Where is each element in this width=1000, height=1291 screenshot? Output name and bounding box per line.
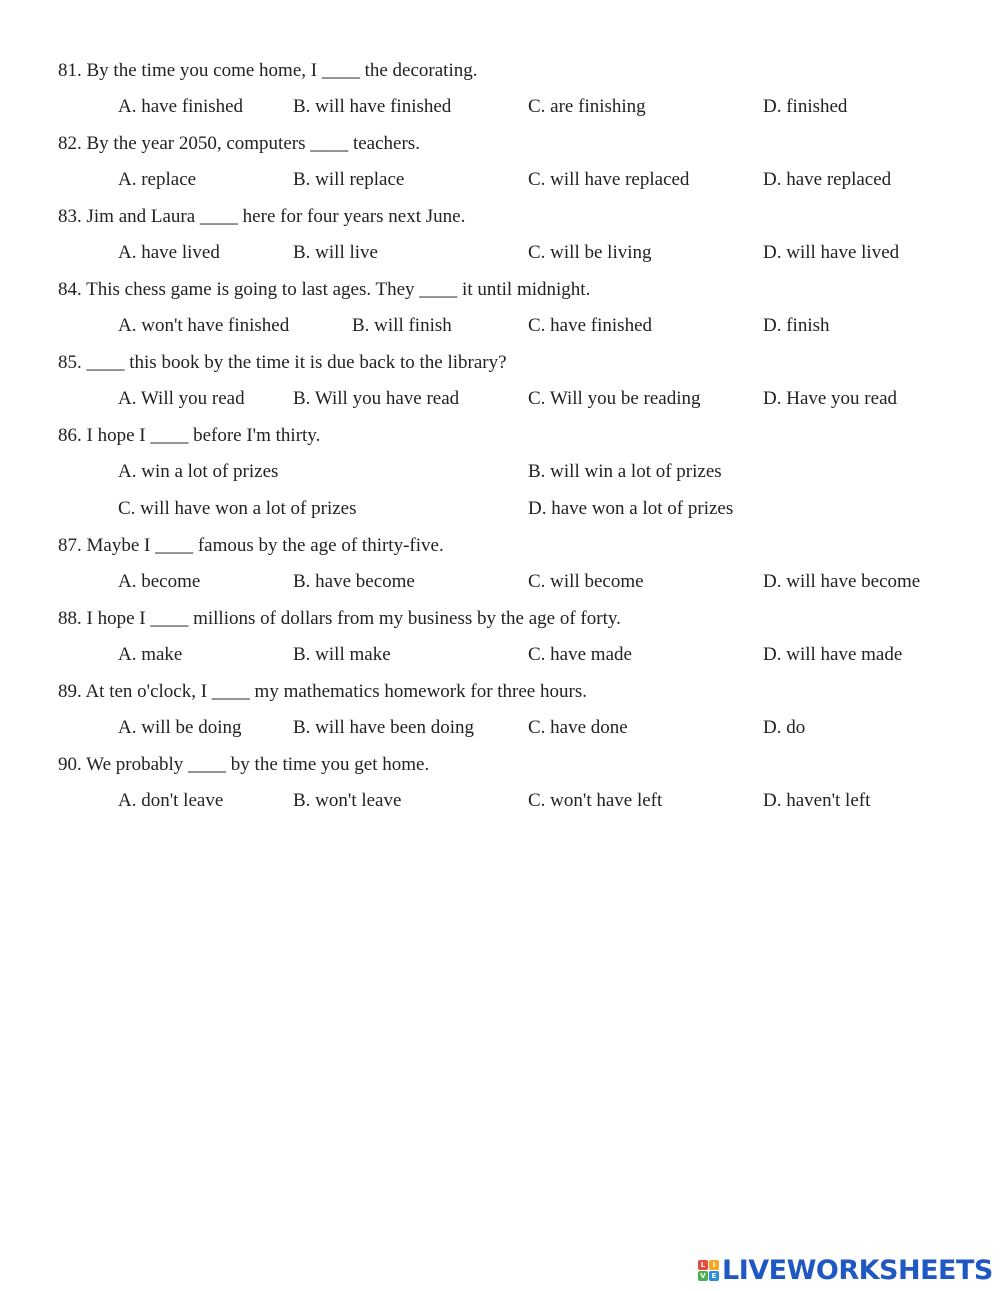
answer-option[interactable]: C. Will you be reading	[528, 388, 701, 409]
question-stem: 90. We probably ____ by the time you get home.	[58, 754, 430, 775]
answer-option[interactable]: C. will become	[528, 571, 644, 592]
question-stem: 89. At ten o'clock, I ____ my mathematics homework for three hours.	[58, 681, 587, 702]
liveworksheets-logo[interactable]	[698, 1255, 993, 1285]
answer-option[interactable]: C. have finished	[528, 315, 653, 336]
answer-option[interactable]: B. will replace	[293, 169, 405, 190]
answer-option[interactable]: D. finish	[763, 315, 830, 336]
logo-tile-v: V	[698, 1271, 708, 1281]
answer-option[interactable]: A. make	[118, 644, 183, 665]
liveworksheets-logo-icon	[698, 1260, 719, 1281]
answer-option[interactable]: D. Have you read	[763, 388, 898, 409]
answer-option[interactable]: D. have replaced	[763, 169, 892, 190]
answer-option[interactable]: D. finished	[763, 96, 848, 117]
logo-tile-i: I	[709, 1260, 719, 1270]
question-stem: 87. Maybe I ____ famous by the age of thirty-five.	[58, 535, 444, 556]
answer-option[interactable]: A. replace	[118, 169, 197, 190]
answer-option[interactable]: A. win a lot of prizes	[118, 461, 279, 482]
answer-option[interactable]: D. will have become	[763, 571, 921, 592]
answer-option[interactable]: B. will have been doing	[293, 717, 474, 738]
answer-option[interactable]: B. will have finished	[293, 96, 452, 117]
answer-option[interactable]: D. do	[763, 717, 806, 738]
answer-option[interactable]: D. haven't left	[763, 790, 871, 811]
answer-option[interactable]: B. will finish	[352, 315, 452, 336]
answer-option[interactable]: C. are finishing	[528, 96, 646, 117]
logo-wordmark: LIVEWORKSHEETS	[722, 1254, 993, 1286]
question-stem: 82. By the year 2050, computers ____ teachers.	[58, 133, 420, 154]
answer-option[interactable]: B. will win a lot of prizes	[528, 461, 722, 482]
question-stem: 86. I hope I ____ before I'm thirty.	[58, 425, 321, 446]
question-stem: 83. Jim and Laura ____ here for four years next June.	[58, 206, 466, 227]
answer-option[interactable]: C. will be living	[528, 242, 652, 263]
question-stem: 81. By the time you come home, I ____ the decorating.	[58, 60, 478, 81]
answer-option[interactable]: D. will have made	[763, 644, 903, 665]
answer-option[interactable]: A. have lived	[118, 242, 220, 263]
question-stem: 85. ____ this book by the time it is due back to the library?	[58, 352, 507, 373]
answer-option[interactable]: A. become	[118, 571, 201, 592]
answer-option[interactable]: C. have done	[528, 717, 628, 738]
answer-option[interactable]: C. have made	[528, 644, 632, 665]
answer-option[interactable]: A. have finished	[118, 96, 244, 117]
answer-option[interactable]: C. will have replaced	[528, 169, 690, 190]
answer-option[interactable]: C. will have won a lot of prizes	[118, 498, 357, 519]
logo-tile-l: L	[698, 1260, 708, 1270]
answer-option[interactable]: B. will make	[293, 644, 391, 665]
logo-tile-e: E	[709, 1271, 719, 1281]
answer-option[interactable]: B. won't leave	[293, 790, 402, 811]
answer-option[interactable]: A. will be doing	[118, 717, 242, 738]
answer-option[interactable]: A. Will you read	[118, 388, 245, 409]
question-stem: 88. I hope I ____ millions of dollars from my business by the age of forty.	[58, 608, 621, 629]
answer-option[interactable]: C. won't have left	[528, 790, 663, 811]
answer-option[interactable]: D. will have lived	[763, 242, 900, 263]
answer-option[interactable]: A. don't leave	[118, 790, 224, 811]
question-stem: 84. This chess game is going to last ages. They ____ it until midnight.	[58, 279, 591, 300]
answer-option[interactable]: B. have become	[293, 571, 415, 592]
answer-option[interactable]: B. Will you have read	[293, 388, 460, 409]
answer-option[interactable]: B. will live	[293, 242, 378, 263]
answer-option[interactable]: D. have won a lot of prizes	[528, 498, 734, 519]
answer-option[interactable]: A. won't have finished	[118, 315, 290, 336]
